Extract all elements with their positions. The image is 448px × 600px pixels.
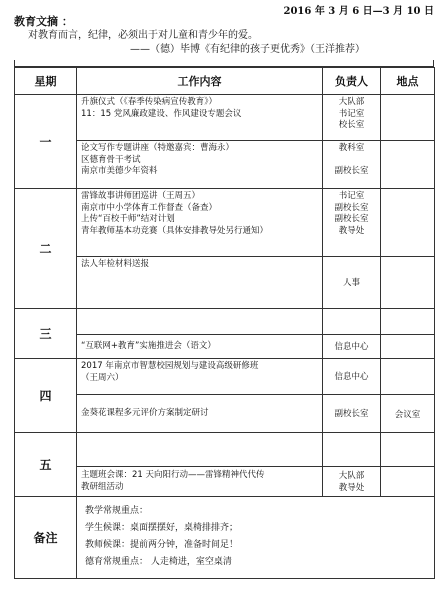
- place-cell: [381, 95, 435, 141]
- place-cell: [381, 141, 435, 189]
- resp-cell: [323, 189, 381, 257]
- quote-text: 对教育而言，纪律，必须出于对儿童和青少年的爱。: [28, 30, 258, 41]
- cell-line: 区德育骨干考试: [81, 154, 141, 165]
- table-row: [15, 189, 435, 257]
- cell-line: 雷锋故事讲师团巡讲（王周五）: [81, 191, 201, 201]
- resp-cell: [323, 335, 381, 359]
- table-row: [15, 433, 435, 467]
- cell-line: 法人年检材料送报: [81, 259, 150, 269]
- work-cell: [77, 335, 323, 359]
- quote-title: 教育文摘 ：: [14, 15, 73, 28]
- header-row: [15, 68, 435, 95]
- work-cell: [77, 95, 323, 141]
- place-cell: [381, 359, 435, 395]
- place-cell: [381, 189, 435, 257]
- cell-line: 11：15 党风廉政建设、作风建设专题会议: [81, 108, 242, 119]
- work-cell: [77, 189, 323, 257]
- resp-cell: [323, 95, 381, 141]
- cell-line: 信息中心: [334, 341, 369, 352]
- table-row: [15, 467, 435, 497]
- cell-line: 教科室: [338, 143, 365, 153]
- resp-cell: [323, 141, 381, 189]
- day-tue: 二: [15, 189, 77, 309]
- day-fri: 五: [15, 433, 77, 497]
- cell-line: “互联网+教育”实施推进会（语文）: [81, 340, 216, 351]
- cell-line: 教导处: [338, 225, 365, 236]
- day-notes: 备注: [15, 497, 77, 579]
- cell-line: （王周六）: [81, 372, 124, 383]
- table-row: [15, 395, 435, 433]
- cell-line: 主题班会课：21 天向阳行动——雷锋精神代代传: [81, 470, 265, 480]
- header-work: 工作内容: [77, 68, 323, 95]
- table-row: [15, 309, 435, 335]
- work-cell: [77, 141, 323, 189]
- cell-line: 上传“百校千师”结对计划: [81, 214, 175, 224]
- place-cell: [381, 309, 435, 335]
- cell-line: 南京市中小学体育工作督查（备查）: [81, 202, 218, 213]
- cell-line: 副校长室: [334, 202, 369, 213]
- cell-line: 副校长室: [334, 166, 369, 176]
- table-row: [15, 95, 435, 141]
- cell-line: 校长室: [338, 120, 365, 130]
- cell-line: 大队部: [338, 97, 365, 107]
- cell-line: 书记室: [338, 191, 365, 201]
- cell-line: 金葵花课程多元评价方案制定研讨: [81, 407, 209, 418]
- cell-line: 信息中心: [334, 371, 369, 382]
- cell-line: 青年教师基本功竞赛（具体安排教导处另行通知）: [81, 225, 269, 236]
- work-cell: [77, 309, 323, 335]
- cell-line: 教导处: [338, 482, 365, 493]
- day-wed: 三: [15, 309, 77, 359]
- date-range: 2016 年 3 月 6 日—3 月 10 日: [283, 6, 434, 17]
- place-cell: [381, 257, 435, 309]
- cell-line: 书记室: [338, 108, 365, 119]
- work-cell: [77, 359, 323, 395]
- resp-cell: [323, 433, 381, 467]
- cell-line: 升旗仪式（《春季传染病宣传教育》）: [81, 97, 218, 107]
- work-cell: [77, 395, 323, 433]
- table-row: [15, 141, 435, 189]
- place-cell: [381, 467, 435, 497]
- notes-row: [15, 497, 435, 579]
- quote-source: ——（德）毕博《有纪律的孩子更优秀》（王洋推荐）: [130, 44, 365, 55]
- resp-cell: [323, 359, 381, 395]
- cell-line: 人事: [342, 277, 360, 288]
- cell-line: [323, 155, 380, 167]
- quote-frame: [14, 60, 434, 67]
- work-cell: [77, 433, 323, 467]
- header-place: 地点: [381, 68, 435, 95]
- table-row: [15, 359, 435, 395]
- schedule-table: [14, 67, 435, 579]
- work-cell: [77, 257, 323, 309]
- cell-line: 学生候课：桌面摆摆好，桌椅排排齐；: [85, 523, 239, 533]
- cell-line: 2017 年南京市智慧校园规划与建设高级研修班: [81, 361, 259, 371]
- place-cell: [381, 433, 435, 467]
- cell-line: 教研组活动: [81, 481, 124, 492]
- notes-cell: [77, 497, 435, 579]
- cell-line: 教学常规重点：: [85, 506, 149, 516]
- table-row: [15, 257, 435, 309]
- quote-section: [14, 13, 432, 67]
- table-row: [15, 335, 435, 359]
- cell-line: 论文写作专题讲座（特邀嘉宾：曹海永）: [81, 143, 235, 153]
- resp-cell: [323, 309, 381, 335]
- cell-line: 教师候课：提前两分钟，准备时间足！: [85, 540, 239, 550]
- cell-line: 德育常规重点： 人走椅进，室空桌清: [85, 557, 232, 567]
- cell-line: 南京市美德少年资料: [81, 166, 158, 176]
- place-cell: 会议室: [381, 395, 435, 433]
- cell-line: 大队部: [338, 471, 365, 481]
- day-thu: 四: [15, 359, 77, 433]
- resp-cell: [323, 395, 381, 433]
- day-mon: 一: [15, 95, 77, 189]
- resp-cell: [323, 467, 381, 497]
- resp-cell: [323, 257, 381, 309]
- header-day: 星期: [15, 68, 77, 95]
- cell-line: 副校长室: [334, 214, 369, 224]
- work-cell: [77, 467, 323, 497]
- header-resp: 负责人: [323, 68, 381, 95]
- cell-line: 副校长室: [334, 408, 369, 419]
- place-cell: [381, 335, 435, 359]
